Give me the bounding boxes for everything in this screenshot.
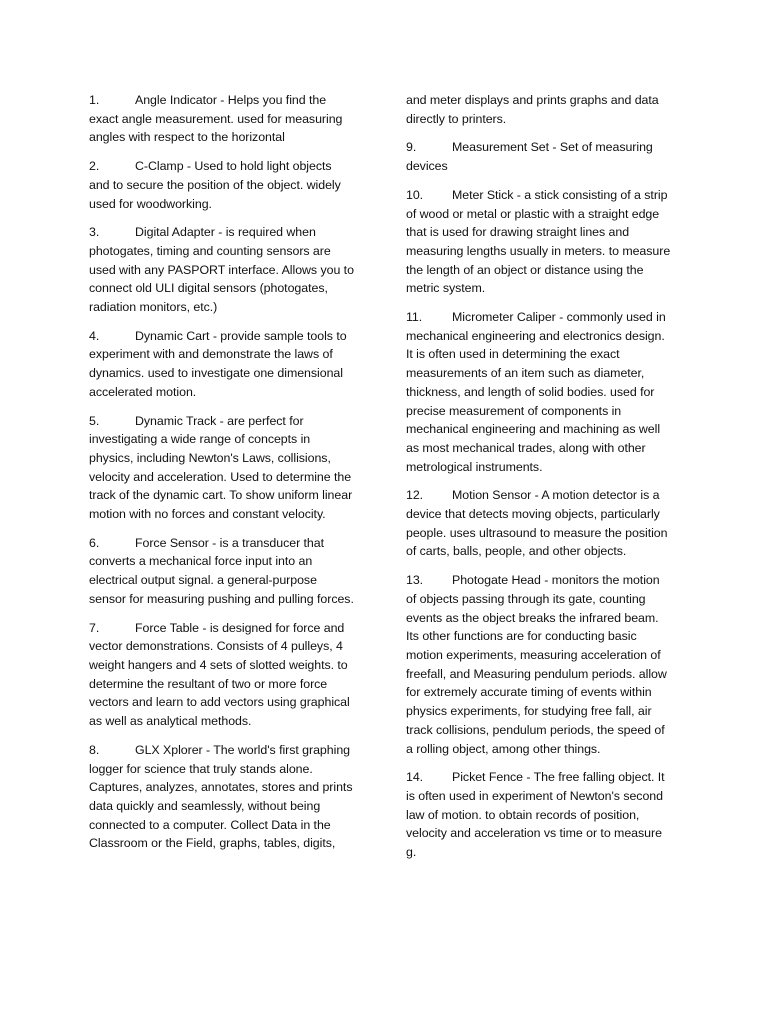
list-item	[89, 412, 355, 524]
right-column	[406, 91, 672, 872]
item-text: Digital Adapter - is required when photogates, timing and counting sensors are used with any PASPORT interface. Allows you to connect old ULI digital sensors (photogates, radiation monitors, etc.)	[89, 225, 354, 315]
item-text: Picket Fence - The free falling object. It is often used in experiment of Newton's second law of motion. to obtain records of position, velocity and acceleration vs time or to measure g.	[406, 770, 665, 860]
item-number: 6.	[89, 535, 100, 550]
list-item	[406, 486, 672, 561]
item-number: 4.	[89, 328, 100, 343]
item-number: 12.	[406, 488, 424, 503]
item-text: Photogate Head - monitors the motion of objects passing through its gate, counting events as the object breaks the infrared beam. Its other functions are for conducting basic motion experiments, measuring acceleration of freefall, and Measuring pendulum periods. allow for extremely accurate timing of events within physics experiments, for studying free fall, air track collisions, pendulum periods, the speed of a rolling object, among other things.	[406, 573, 667, 756]
list-item	[89, 91, 355, 147]
list-item	[406, 571, 672, 758]
list-item	[89, 534, 355, 609]
item-number: 8.	[89, 742, 100, 757]
item-number: 14.	[406, 770, 424, 785]
item-text: Motion Sensor - A motion detector is a device that detects moving objects, particularly people. uses ultrasound to measure the position of carts, balls, people, and other objects.	[406, 488, 668, 559]
item-number: 5.	[89, 413, 100, 428]
item-text: Measurement Set - Set of measuring devices	[406, 140, 653, 174]
list-item	[406, 138, 672, 175]
left-column	[89, 91, 355, 863]
list-item-continuation: and meter displays and prints graphs and data directly to printers.	[406, 93, 659, 126]
item-number: 13.	[406, 573, 424, 588]
item-text: Meter Stick - a stick consisting of a strip of wood or metal or plastic with a straight edge that is used for drawing straight lines and measuring lengths usually in meters. to measure the length of an object or distance using the metric system.	[406, 187, 671, 296]
list-item	[406, 768, 672, 862]
item-text: Dynamic Cart - provide sample tools to experiment with and demonstrate the laws of dynamics. used to investigate one dimensional accelerated motion.	[89, 328, 347, 399]
item-number: 2.	[89, 159, 100, 174]
item-text: Angle Indicator - Helps you find the exact angle measurement. used for measuring angles with respect to the horizontal	[89, 93, 343, 145]
list-item	[89, 223, 355, 317]
item-number: 1.	[89, 93, 100, 107]
item-text: GLX Xplorer - The world's first graphing logger for science that truly stands alone. Captures, analyzes, annotates, stores and prints data quickly and seamlessly, without being connected to a computer. Collect Data in the Classroom or the Field, graphs, tables, digits,	[89, 742, 353, 851]
item-number: 9.	[406, 140, 417, 155]
item-text: Dynamic Track - are perfect for investigating a wide range of concepts in physics, including Newton's Laws, collisions, velocity and acceleration. Used to determine the track of the dynamic cart. To show uniform linear motion with no forces and constant velocity.	[89, 413, 353, 522]
item-text: C-Clamp - Used to hold light objects and to secure the position of the object. widely used for woodworking.	[89, 159, 341, 211]
list-item	[89, 327, 355, 402]
list-item	[89, 741, 355, 853]
list-item	[406, 308, 672, 476]
list-item	[89, 157, 355, 213]
item-number: 3.	[89, 225, 100, 240]
list-item	[89, 619, 355, 731]
item-number: 7.	[89, 620, 100, 635]
item-number: 10.	[406, 187, 424, 202]
item-text: Force Table - is designed for force and vector demonstrations. Consists of 4 pulleys, 4 weight hangers and 4 sets of slotted weights. to determine the resultant of two or more force vectors and learn to add vectors using graphical as well as analytical methods.	[89, 620, 350, 729]
item-text: Force Sensor - is a transducer that converts a mechanical force input into an electrical output signal. a general-purpose sensor for measuring pushing and pulling forces.	[89, 535, 354, 606]
item-text: Micrometer Caliper - commonly used in mechanical engineering and electronics design. It is often used in determining the exact measurements of an item such as diameter, thickness, and length of solid bodies. used for precise measurement of components in mechanical engineering and machining as well as most mechanical trades, along with other metrological instruments.	[406, 310, 666, 474]
item-number: 11.	[406, 310, 423, 325]
list-item	[406, 186, 672, 298]
